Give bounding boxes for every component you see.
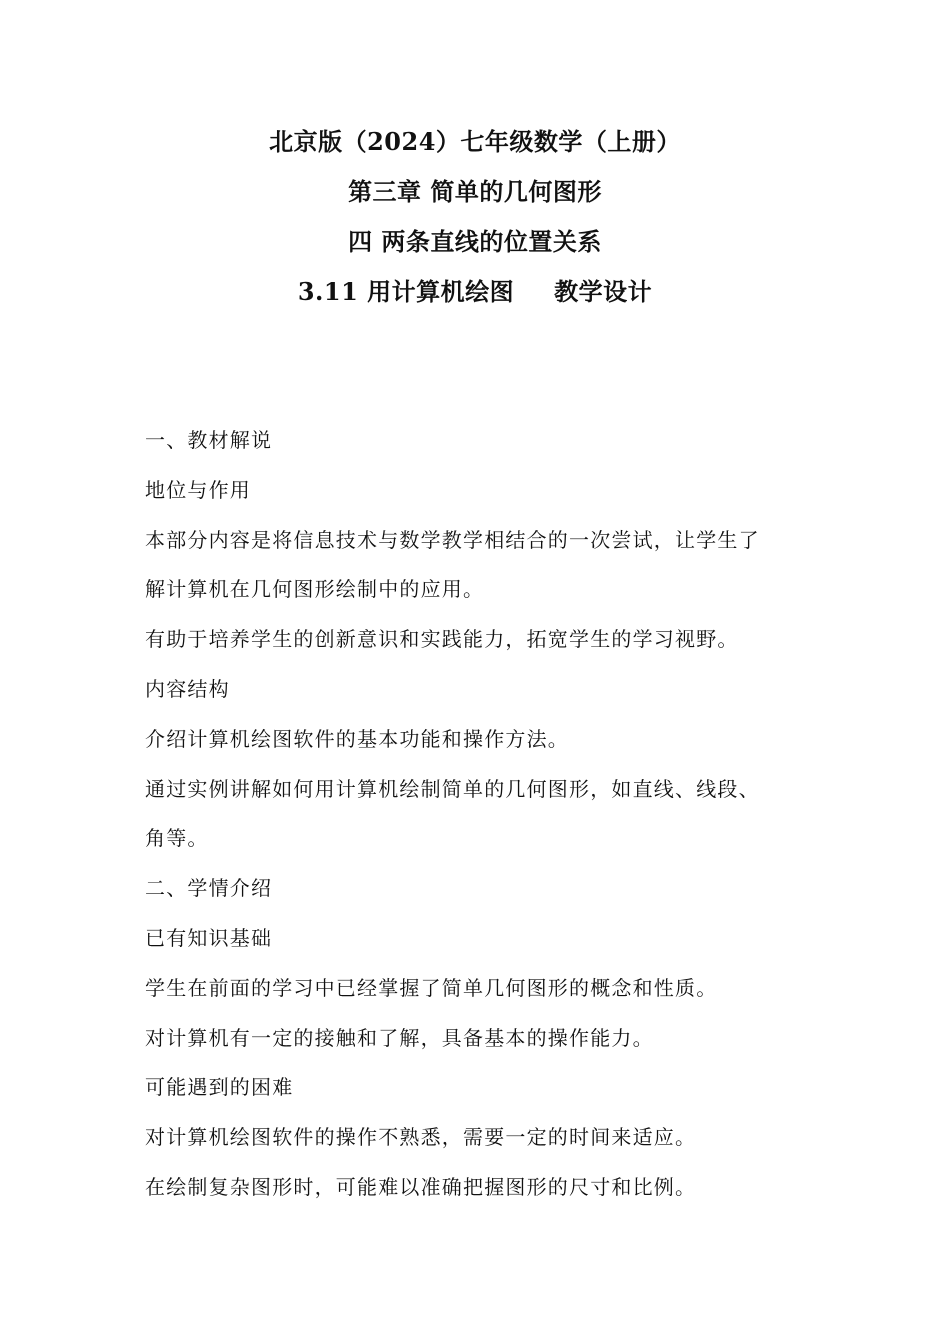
subheading-structure: 内容结构	[145, 676, 230, 701]
lesson-title	[0, 272, 950, 322]
section-heading-students: 二、学情介绍	[145, 876, 273, 901]
subheading-difficulties: 可能遇到的困难	[145, 1075, 294, 1100]
paragraph-line: 解计算机在几何图形绘制中的应用。	[145, 577, 485, 602]
paragraph-line: 通过实例讲解如何用计算机绘制简单的几何图形，如直线、线段、	[145, 776, 760, 801]
lesson-title-name: 3.11 用计算机绘图	[297, 277, 515, 306]
paragraph-line: 有助于培养学生的创新意识和实践能力，拓宽学生的学习视野。	[145, 627, 739, 652]
paragraph-line: 介绍计算机绘图软件的基本功能和操作方法。	[145, 726, 569, 751]
subheading-role: 地位与作用	[145, 477, 251, 502]
paragraph-line: 对计算机绘图软件的操作不熟悉，需要一定的时间来适应。	[145, 1125, 697, 1150]
paragraph-line: 本部分内容是将信息技术与数学教学相结合的一次尝试，让学生了	[145, 527, 760, 552]
textbook-title: 北京版（2024）七年级数学（上册）	[269, 127, 681, 156]
paragraph-line: 在绘制复杂图形时，可能难以准确把握图形的尺寸和比例。	[145, 1174, 697, 1199]
section-title: 四 两条直线的位置关系	[348, 227, 602, 256]
document-body	[145, 420, 825, 1217]
subheading-prior-knowledge: 已有知识基础	[145, 925, 273, 950]
lesson-title-type: 教学设计	[554, 277, 653, 306]
section-heading-textbook: 一、教材解说	[145, 428, 273, 452]
paragraph-line: 对计算机有一定的接触和了解，具备基本的操作能力。	[145, 1025, 654, 1050]
paragraph-line: 学生在前面的学习中已经掌握了简单几何图形的概念和性质。	[145, 975, 718, 1000]
chapter-title: 第三章 简单的几何图形	[348, 177, 602, 206]
title-block	[0, 122, 950, 322]
paragraph-line: 角等。	[145, 826, 209, 851]
